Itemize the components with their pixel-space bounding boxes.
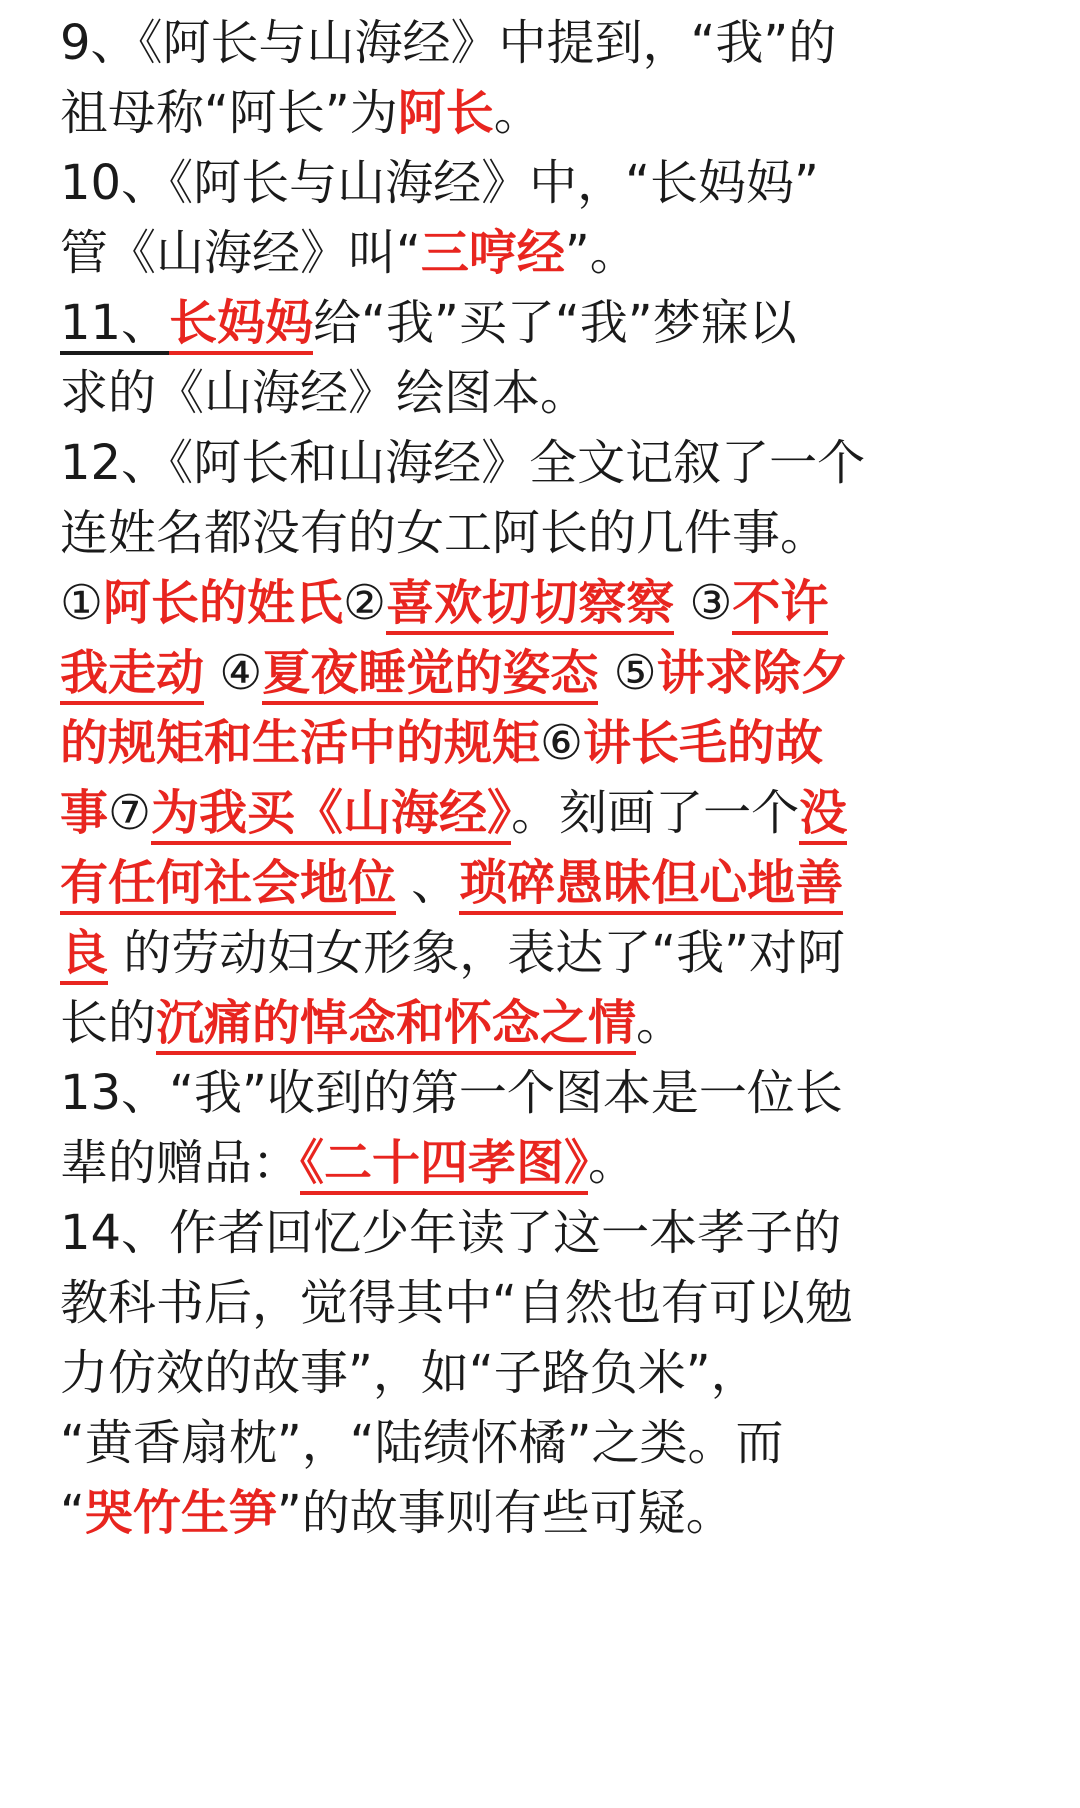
text-line (60, 848, 1020, 918)
text-line (60, 568, 1020, 638)
text-segment: 管《山海经》叫“ (60, 225, 421, 281)
text-line (60, 778, 1020, 848)
text-line (60, 708, 1020, 778)
text-segment: ④ (204, 645, 263, 701)
text-line (60, 8, 1020, 78)
answer-text: 有任何社会地位 (60, 855, 396, 915)
text-segment: 辈的赠品： (60, 1135, 301, 1191)
text-line (60, 1198, 1020, 1268)
answer-text: 长妈妈 (169, 295, 313, 355)
text-segment: ① (60, 575, 104, 631)
text-segment: ⑤ (598, 645, 657, 701)
text-segment: 10、《阿长与山海经》中，“长妈妈” (60, 155, 819, 211)
text-line (60, 1338, 1020, 1408)
answer-text: 我走动 (60, 645, 204, 705)
text-line (60, 428, 1020, 498)
text-line (60, 1408, 1020, 1478)
text-segment: 。刻画了一个 (511, 785, 800, 841)
text-line (60, 1478, 1020, 1548)
answer-text: 的规矩和生活中的规矩 (60, 715, 541, 771)
text-line (60, 1058, 1020, 1128)
text-segment: 长的 (60, 995, 157, 1051)
text-segment: ② (343, 575, 387, 631)
text-segment: 给“我”买了“我”梦寐以 (313, 295, 797, 351)
text-segment: 连姓名都没有的女工阿长的几件事。 (60, 505, 829, 561)
text-segment: 力仿效的故事”，如“子路负米”， (60, 1345, 759, 1401)
text-segment: 的劳动妇女形象，表达了“我”对阿 (108, 925, 846, 981)
text-segment: “ (60, 1485, 85, 1541)
answer-text: 为我买《山海经》 (151, 785, 511, 845)
text-segment: 、 (396, 855, 460, 911)
answer-text: 阿长的姓氏 (103, 575, 344, 631)
text-line (60, 918, 1020, 988)
text-segment: 12、《阿长和山海经》全文记叙了一个 (60, 435, 866, 491)
text-segment: 教科书后，觉得其中“自然也有可以勉 (60, 1275, 853, 1331)
text-segment: ⑥ (540, 715, 584, 771)
text-line (60, 218, 1020, 288)
answer-text: 没 (799, 785, 847, 845)
answer-text: 喜欢切切察察 (386, 575, 674, 635)
answer-text: 三哼经 (420, 225, 565, 281)
text-segment: 。 (588, 1135, 637, 1191)
answer-text: 阿长 (397, 85, 494, 141)
text-segment: “黄香扇枕”，“陆绩怀橘”之类。而 (60, 1415, 784, 1471)
text-line (60, 358, 1020, 428)
text-line (60, 1268, 1020, 1338)
answer-text: 讲长毛的故 (583, 715, 824, 771)
text-segment: 14、作者回忆少年读了这一本孝子的 (60, 1205, 842, 1261)
answer-text: 《二十四孝图》 (300, 1135, 588, 1195)
text-segment: ③ (674, 575, 733, 631)
answer-text: 沉痛的悼念和怀念之情 (156, 995, 636, 1055)
text-segment: 求的《山海经》绘图本。 (60, 365, 589, 421)
text-line (60, 1128, 1020, 1198)
text-segment: ”。 (564, 225, 638, 281)
text-line (60, 498, 1020, 568)
answer-text: 夏夜睡觉的姿态 (262, 645, 598, 705)
text-line (60, 148, 1020, 218)
text-segment: 。 (493, 85, 542, 141)
answer-text: 良 (60, 925, 108, 985)
text-line (60, 78, 1020, 148)
text-line (60, 638, 1020, 708)
answer-text: 琐碎愚昧但心地善 (459, 855, 843, 915)
answer-text: 事 (60, 785, 109, 841)
text-line (60, 988, 1020, 1058)
text-segment: ”的故事则有些可疑。 (276, 1485, 734, 1541)
text-segment: 9、《阿长与山海经》中提到，“我”的 (60, 15, 837, 71)
text-segment: ⑦ (108, 785, 152, 841)
answer-text: 不许 (732, 575, 828, 635)
answer-text: 讲求除夕 (656, 645, 849, 701)
text-segment: 13、“我”收到的第一个图本是一位长 (60, 1065, 843, 1121)
text-line (60, 288, 1020, 358)
text-segment: 。 (636, 995, 685, 1051)
answer-text: 哭竹生笋 (84, 1485, 277, 1541)
text-segment: 祖母称“阿长”为 (60, 85, 398, 141)
text-segment: 11、 (60, 295, 169, 355)
